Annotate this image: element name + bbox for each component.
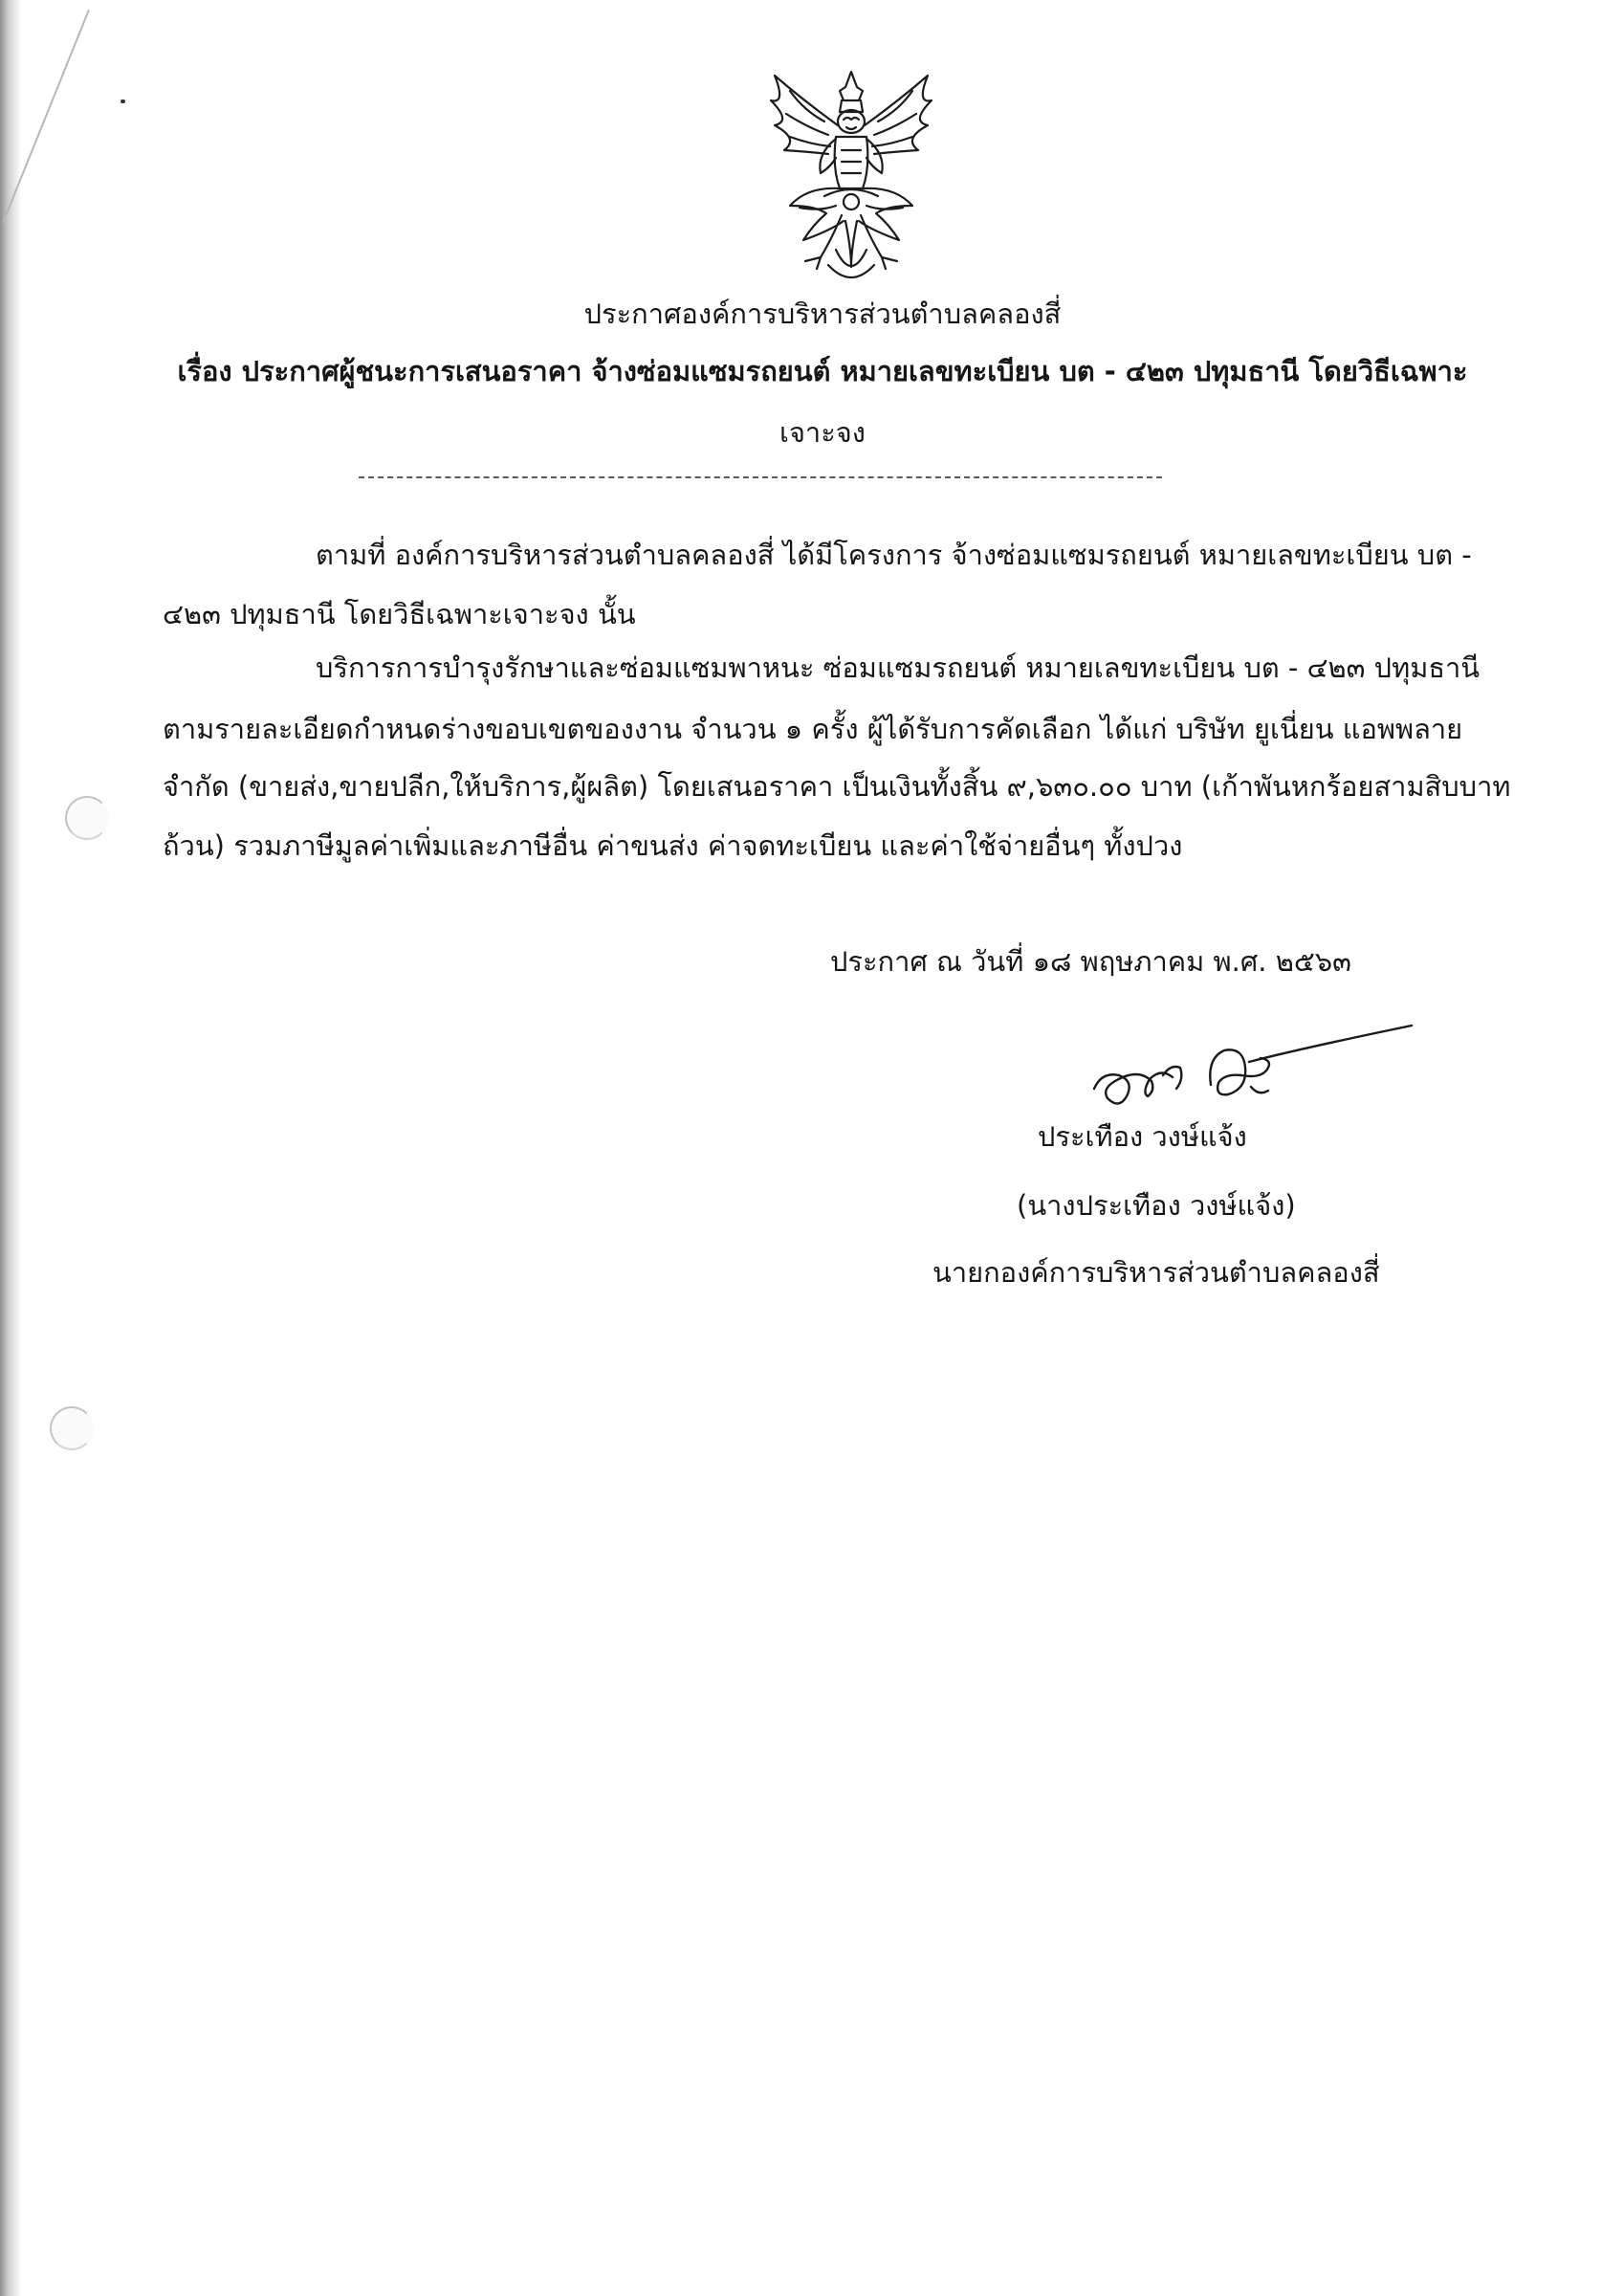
handwritten-signature (1081, 1004, 1425, 1119)
announcement-date: ประกาศ ณ วันที่ ๑๘ พฤษภาคม พ.ศ. ๒๕๖๓ (830, 945, 1351, 978)
para2-line1: บริการการบำรุงรักษาและซ่อมแซมพาหนะ ซ่อมแซมรถยนต์ หมายเลขทะเบียน บต - ๔๒๓ ปทุมธานี (316, 651, 1480, 684)
subject-line-2: เจาะจง (779, 416, 866, 449)
subject-line-1: เรื่อง ประกาศผู้ชนะการเสนอราคา จ้างซ่อมแซมรถยนต์ หมายเลขทะเบียน บต - ๔๒๓ ปทุมธานี โดยวิธีเฉพาะ (177, 355, 1468, 387)
para2-line3: จำกัด (ขายส่ง,ขายปลีก,ให้บริการ,ผู้ผลิต) โดยเสนอราคา เป็นเงินทั้งสิ้น ๙,๖๓๐.๐๐ บาท (เก้าพันหกร้อยสามสิบบาท (163, 770, 1511, 803)
announcement-title: ประกาศองค์การบริหารส่วนตำบลคลองสี่ (583, 298, 1062, 330)
garuda-emblem-icon (736, 62, 966, 292)
para2-line2: ตามรายละเอียดกำหนดร่างขอบเขตของงาน จำนวน ๑ ครั้ง ผู้ได้รับการคัดเลือก ได้แก่ บริษัท ยูเนี่ยน แอพพลาย (163, 713, 1463, 745)
para1-line1: ตามที่ องค์การบริหารส่วนตำบลคลองสี่ ได้มีโครงการ จ้างซ่อมแซมรถยนต์ หมายเลขทะเบียน บต - (316, 539, 1472, 571)
signer-full-name: (นางประเทือง วงษ์แจ้ง) (1017, 1189, 1296, 1222)
punch-hole-top (65, 796, 109, 840)
punch-hole-bottom (50, 1406, 94, 1450)
signer-position: นายกองค์การบริหารส่วนตำบลคลองสี่ (932, 1256, 1380, 1289)
signer-name: ประเทือง วงษ์แจ้ง (1038, 1120, 1247, 1153)
scan-edge-shadow (0, 0, 21, 2296)
scan-speck (121, 99, 125, 103)
dashed-separator (359, 476, 1162, 478)
para1-line2: ๔๒๓ ปทุมธานี โดยวิธีเฉพาะเจาะจง นั้น (163, 598, 636, 630)
para2-line4: ถ้วน) รวมภาษีมูลค่าเพิ่มและภาษีอื่น ค่าขนส่ง ค่าจดทะเบียน และค่าใช้จ่ายอื่นๆ ทั้งปวง (163, 829, 1183, 862)
